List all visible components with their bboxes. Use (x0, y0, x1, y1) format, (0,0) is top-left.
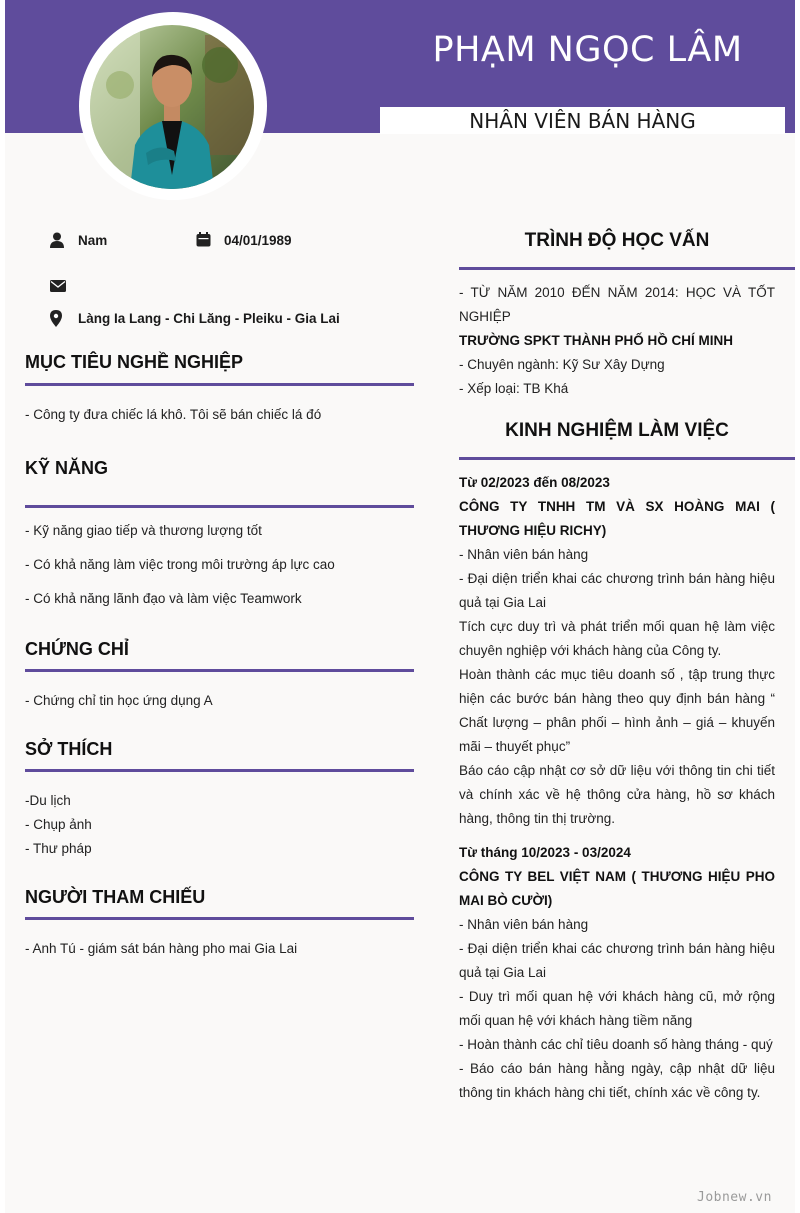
education-period: - TỪ NĂM 2010 ĐẾN NĂM 2014: HỌC VÀ TỐT NGHIỆP (459, 285, 775, 324)
experience-title: KINH NGHIỆM LÀM VIỆC (505, 420, 729, 441)
job-line: - Nhân viên bán hàng (459, 917, 589, 932)
skill-item: - Kỹ năng giao tiếp và thương lượng tốt (25, 523, 262, 538)
location-pin-icon (50, 310, 66, 326)
skills-rule (25, 505, 414, 508)
job-company: CÔNG TY TNHH TM VÀ SX HOÀNG MAI ( THƯƠNG HIỆU RICHY) (459, 499, 775, 538)
hobby-item: -Du lịch (25, 793, 71, 808)
birthday-value: 04/01/1989 (224, 232, 292, 248)
reference-item: - Anh Tú - giám sát bán hàng pho mai Gia Lai (25, 941, 298, 956)
address-value: Làng Ia Lang - Chi Lăng - Pleiku - Gia Lai (78, 310, 340, 326)
objective-rule (25, 383, 414, 386)
references-rule (25, 917, 414, 920)
objective-item: - Công ty đưa chiếc lá khô. Tôi sẽ bán chiếc lá đó (25, 407, 322, 422)
objective-title: MỤC TIÊU NGHỀ NGHIỆP (25, 352, 244, 372)
birthday-row (196, 232, 292, 248)
hobby-item: - Thư pháp (25, 841, 92, 856)
job-line: Hoàn thành các mục tiêu doanh số , tập trung thực hiện các bước bán hàng theo quy định bán hàng “ Chất lượng – phân phối – hình ảnh – giá – khuyến mãi – thuyết phục” (459, 667, 775, 754)
experience-block (459, 471, 775, 1105)
job-period: Từ tháng 10/2023 - 03/2024 (459, 845, 631, 860)
certificates-title: CHỨNG CHỈ (25, 639, 129, 659)
email-row (50, 280, 78, 296)
education-rule (459, 267, 795, 270)
hobbies-title: SỞ THÍCH (25, 739, 113, 759)
experience-rule (459, 457, 795, 460)
job-title: NHÂN VIÊN BÁN HÀNG (380, 107, 785, 134)
cv-page (5, 0, 795, 1213)
watermark: Jobnew.vn (697, 1190, 772, 1205)
job-line: - Đại diện triển khai các chương trình bán hàng hiệu quả tại Gia Lai (459, 941, 775, 980)
job-line: Báo cáo cập nhật cơ sở dữ liệu với thông tin chi tiết và chính xác về hệ thông cửa hàng, hồ sơ khách hàng, thông tin thị trường. (459, 763, 775, 826)
gender-row (50, 232, 107, 248)
certificates-rule (25, 669, 414, 672)
gender-value: Nam (78, 232, 108, 248)
hobbies-rule (25, 769, 414, 772)
job-line: - Nhân viên bán hàng (459, 547, 589, 562)
job-line: Tích cực duy trì và phát triển mối quan hệ làm việc chuyên nghiệp với khách hàng của Công ty. (459, 619, 775, 658)
education-title: TRÌNH ĐỘ HỌC VẤN (524, 230, 710, 251)
job-line: - Hoàn thành các chỉ tiêu doanh số hàng tháng - quý (459, 1037, 773, 1052)
address-row (50, 310, 340, 326)
certificate-item: - Chứng chỉ tin học ứng dụng A (25, 693, 213, 708)
education-grade: - Xếp loại: TB Khá (459, 381, 569, 396)
skill-item: - Có khả năng làm việc trong môi trường áp lực cao (25, 557, 335, 572)
avatar (90, 25, 254, 189)
job-line: - Duy trì mối quan hệ với khách hàng cũ, mở rộng mối quan hệ với khách hàng tiềm năng (459, 989, 775, 1028)
skills-title: KỸ NĂNG (25, 458, 109, 478)
envelope-icon (50, 280, 66, 296)
job-period: Từ 02/2023 đến 08/2023 (459, 475, 610, 490)
hobby-item: - Chụp ảnh (25, 817, 92, 832)
person-icon (50, 232, 66, 248)
calendar-icon (196, 232, 212, 248)
references-title: NGƯỜI THAM CHIẾU (25, 887, 206, 907)
candidate-name: PHẠM NGỌC LÂM (432, 30, 743, 70)
job-company: CÔNG TY BEL VIỆT NAM ( THƯƠNG HIỆU PHO MAI BÒ CƯỜI) (459, 869, 775, 908)
job-line: - Đại diện triển khai các chương trình bán hàng hiệu quả tại Gia Lai (459, 571, 775, 610)
education-major: - Chuyên ngành: Kỹ Sư Xây Dựng (459, 357, 665, 372)
education-school: TRƯỜNG SPKT THÀNH PHỐ HỒ CHÍ MINH (459, 333, 733, 348)
education-block (459, 281, 775, 401)
skill-item: - Có khả năng lãnh đạo và làm việc Teamwork (25, 591, 302, 606)
job-line: - Báo cáo bán hàng hằng ngày, cập nhật dữ liệu thông tin khách hàng chi tiết, chính xác về công ty. (459, 1061, 775, 1100)
